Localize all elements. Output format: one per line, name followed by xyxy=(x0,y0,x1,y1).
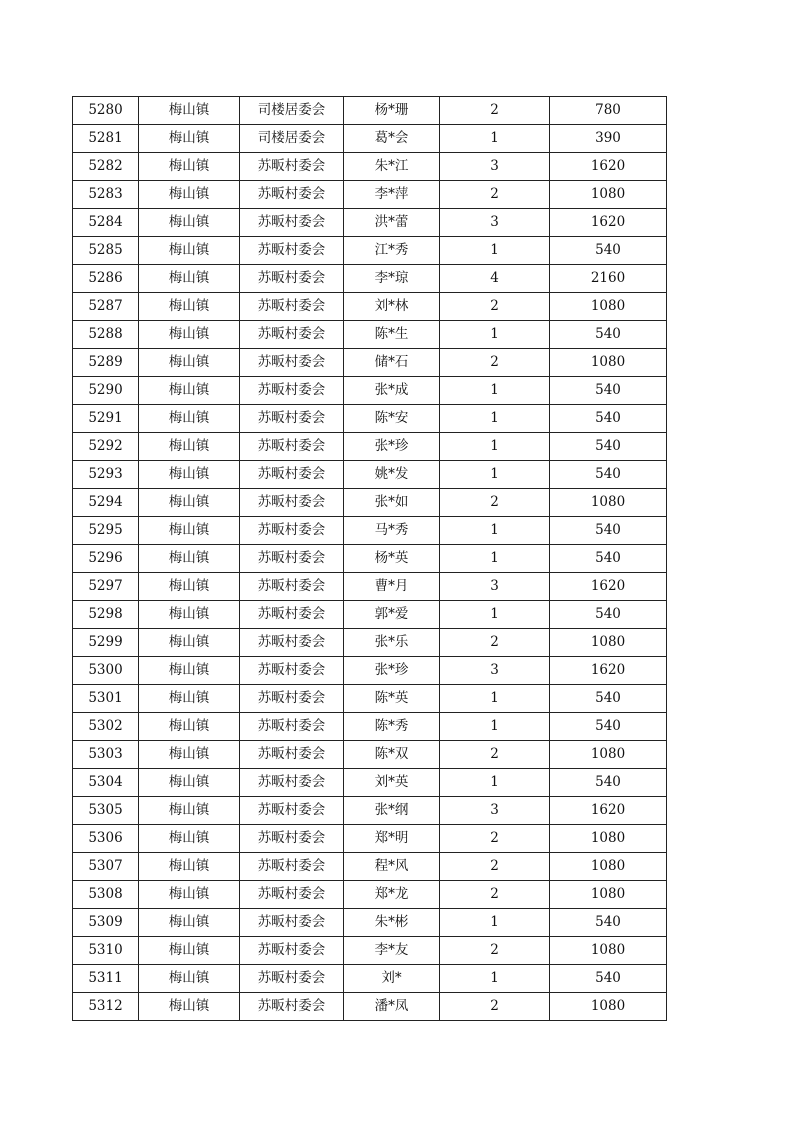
count-cell: 1 xyxy=(440,685,550,713)
count-cell: 3 xyxy=(440,573,550,601)
committee-cell: 苏畈村委会 xyxy=(240,181,344,209)
table-row xyxy=(73,769,667,797)
table-row xyxy=(73,965,667,993)
count-cell: 3 xyxy=(440,797,550,825)
count-cell: 2 xyxy=(440,741,550,769)
table-row xyxy=(73,657,667,685)
amount-cell: 780 xyxy=(550,97,667,125)
table-row xyxy=(73,881,667,909)
amount-cell: 1620 xyxy=(550,573,667,601)
serial-number-cell: 5280 xyxy=(73,97,139,125)
committee-cell: 苏畈村委会 xyxy=(240,349,344,377)
count-cell: 2 xyxy=(440,181,550,209)
amount-cell: 540 xyxy=(550,685,667,713)
name-cell: 李*琼 xyxy=(344,265,440,293)
town-cell: 梅山镇 xyxy=(139,125,240,153)
committee-cell: 苏畈村委会 xyxy=(240,237,344,265)
name-cell: 姚*发 xyxy=(344,461,440,489)
serial-number-cell: 5292 xyxy=(73,433,139,461)
table-row xyxy=(73,349,667,377)
town-cell: 梅山镇 xyxy=(139,237,240,265)
committee-cell: 苏畈村委会 xyxy=(240,405,344,433)
amount-cell: 540 xyxy=(550,965,667,993)
count-cell: 1 xyxy=(440,517,550,545)
table-row xyxy=(73,237,667,265)
serial-number-cell: 5296 xyxy=(73,545,139,573)
serial-number-cell: 5300 xyxy=(73,657,139,685)
committee-cell: 苏畈村委会 xyxy=(240,433,344,461)
count-cell: 1 xyxy=(440,965,550,993)
town-cell: 梅山镇 xyxy=(139,181,240,209)
committee-cell: 苏畈村委会 xyxy=(240,965,344,993)
committee-cell: 苏畈村委会 xyxy=(240,601,344,629)
town-cell: 梅山镇 xyxy=(139,713,240,741)
name-cell: 张*珍 xyxy=(344,433,440,461)
serial-number-cell: 5289 xyxy=(73,349,139,377)
table-row xyxy=(73,405,667,433)
name-cell: 李*友 xyxy=(344,937,440,965)
records-table xyxy=(72,96,667,1021)
committee-cell: 苏畈村委会 xyxy=(240,209,344,237)
count-cell: 2 xyxy=(440,937,550,965)
town-cell: 梅山镇 xyxy=(139,909,240,937)
serial-number-cell: 5290 xyxy=(73,377,139,405)
town-cell: 梅山镇 xyxy=(139,685,240,713)
committee-cell: 苏畈村委会 xyxy=(240,797,344,825)
name-cell: 郭*爱 xyxy=(344,601,440,629)
serial-number-cell: 5311 xyxy=(73,965,139,993)
table-row xyxy=(73,825,667,853)
town-cell: 梅山镇 xyxy=(139,937,240,965)
town-cell: 梅山镇 xyxy=(139,881,240,909)
serial-number-cell: 5299 xyxy=(73,629,139,657)
table-row xyxy=(73,545,667,573)
table-row xyxy=(73,153,667,181)
committee-cell: 苏畈村委会 xyxy=(240,629,344,657)
count-cell: 2 xyxy=(440,881,550,909)
serial-number-cell: 5304 xyxy=(73,769,139,797)
serial-number-cell: 5302 xyxy=(73,713,139,741)
serial-number-cell: 5291 xyxy=(73,405,139,433)
count-cell: 1 xyxy=(440,769,550,797)
count-cell: 4 xyxy=(440,265,550,293)
table-row xyxy=(73,97,667,125)
town-cell: 梅山镇 xyxy=(139,545,240,573)
amount-cell: 1080 xyxy=(550,993,667,1021)
committee-cell: 苏畈村委会 xyxy=(240,741,344,769)
name-cell: 杨*英 xyxy=(344,545,440,573)
count-cell: 3 xyxy=(440,153,550,181)
table-row xyxy=(73,909,667,937)
committee-cell: 苏畈村委会 xyxy=(240,517,344,545)
table-row xyxy=(73,937,667,965)
committee-cell: 苏畈村委会 xyxy=(240,293,344,321)
amount-cell: 1620 xyxy=(550,657,667,685)
town-cell: 梅山镇 xyxy=(139,965,240,993)
serial-number-cell: 5294 xyxy=(73,489,139,517)
serial-number-cell: 5293 xyxy=(73,461,139,489)
name-cell: 陈*英 xyxy=(344,685,440,713)
name-cell: 陈*生 xyxy=(344,321,440,349)
amount-cell: 1080 xyxy=(550,825,667,853)
count-cell: 1 xyxy=(440,377,550,405)
name-cell: 刘*英 xyxy=(344,769,440,797)
table-row xyxy=(73,461,667,489)
amount-cell: 540 xyxy=(550,713,667,741)
town-cell: 梅山镇 xyxy=(139,853,240,881)
amount-cell: 1080 xyxy=(550,629,667,657)
town-cell: 梅山镇 xyxy=(139,797,240,825)
committee-cell: 苏畈村委会 xyxy=(240,573,344,601)
serial-number-cell: 5305 xyxy=(73,797,139,825)
amount-cell: 390 xyxy=(550,125,667,153)
table-row xyxy=(73,293,667,321)
name-cell: 马*秀 xyxy=(344,517,440,545)
amount-cell: 1080 xyxy=(550,489,667,517)
table-row xyxy=(73,601,667,629)
committee-cell: 苏畈村委会 xyxy=(240,265,344,293)
table-row xyxy=(73,713,667,741)
town-cell: 梅山镇 xyxy=(139,629,240,657)
committee-cell: 苏畈村委会 xyxy=(240,657,344,685)
table-row xyxy=(73,433,667,461)
town-cell: 梅山镇 xyxy=(139,377,240,405)
committee-cell: 苏畈村委会 xyxy=(240,825,344,853)
table-row xyxy=(73,209,667,237)
count-cell: 1 xyxy=(440,321,550,349)
name-cell: 张*珍 xyxy=(344,657,440,685)
serial-number-cell: 5308 xyxy=(73,881,139,909)
town-cell: 梅山镇 xyxy=(139,97,240,125)
table-row xyxy=(73,489,667,517)
table-row xyxy=(73,993,667,1021)
serial-number-cell: 5288 xyxy=(73,321,139,349)
amount-cell: 1620 xyxy=(550,209,667,237)
committee-cell: 苏畈村委会 xyxy=(240,713,344,741)
amount-cell: 540 xyxy=(550,377,667,405)
amount-cell: 1080 xyxy=(550,853,667,881)
count-cell: 1 xyxy=(440,237,550,265)
amount-cell: 540 xyxy=(550,237,667,265)
amount-cell: 2160 xyxy=(550,265,667,293)
serial-number-cell: 5285 xyxy=(73,237,139,265)
committee-cell: 苏畈村委会 xyxy=(240,937,344,965)
serial-number-cell: 5310 xyxy=(73,937,139,965)
town-cell: 梅山镇 xyxy=(139,769,240,797)
name-cell: 张*成 xyxy=(344,377,440,405)
amount-cell: 1620 xyxy=(550,797,667,825)
committee-cell: 苏畈村委会 xyxy=(240,769,344,797)
count-cell: 1 xyxy=(440,601,550,629)
committee-cell: 苏畈村委会 xyxy=(240,153,344,181)
table-row xyxy=(73,741,667,769)
table-row xyxy=(73,265,667,293)
amount-cell: 540 xyxy=(550,909,667,937)
name-cell: 郑*明 xyxy=(344,825,440,853)
name-cell: 杨*珊 xyxy=(344,97,440,125)
committee-cell: 苏畈村委会 xyxy=(240,853,344,881)
town-cell: 梅山镇 xyxy=(139,265,240,293)
name-cell: 陈*安 xyxy=(344,405,440,433)
serial-number-cell: 5301 xyxy=(73,685,139,713)
count-cell: 1 xyxy=(440,545,550,573)
committee-cell: 苏畈村委会 xyxy=(240,909,344,937)
name-cell: 葛*会 xyxy=(344,125,440,153)
committee-cell: 苏畈村委会 xyxy=(240,321,344,349)
town-cell: 梅山镇 xyxy=(139,489,240,517)
table-row xyxy=(73,377,667,405)
town-cell: 梅山镇 xyxy=(139,293,240,321)
name-cell: 曹*月 xyxy=(344,573,440,601)
name-cell: 张*纲 xyxy=(344,797,440,825)
name-cell: 李*萍 xyxy=(344,181,440,209)
amount-cell: 1080 xyxy=(550,937,667,965)
committee-cell: 司楼居委会 xyxy=(240,125,344,153)
count-cell: 2 xyxy=(440,489,550,517)
count-cell: 1 xyxy=(440,909,550,937)
name-cell: 洪*蕾 xyxy=(344,209,440,237)
amount-cell: 540 xyxy=(550,433,667,461)
name-cell: 朱*彬 xyxy=(344,909,440,937)
amount-cell: 1080 xyxy=(550,349,667,377)
table-row xyxy=(73,685,667,713)
town-cell: 梅山镇 xyxy=(139,741,240,769)
count-cell: 2 xyxy=(440,629,550,657)
town-cell: 梅山镇 xyxy=(139,825,240,853)
count-cell: 3 xyxy=(440,657,550,685)
town-cell: 梅山镇 xyxy=(139,433,240,461)
count-cell: 1 xyxy=(440,433,550,461)
records-table-body xyxy=(73,97,667,1021)
amount-cell: 1620 xyxy=(550,153,667,181)
committee-cell: 司楼居委会 xyxy=(240,97,344,125)
serial-number-cell: 5287 xyxy=(73,293,139,321)
serial-number-cell: 5283 xyxy=(73,181,139,209)
committee-cell: 苏畈村委会 xyxy=(240,685,344,713)
count-cell: 1 xyxy=(440,461,550,489)
name-cell: 刘*林 xyxy=(344,293,440,321)
table-row xyxy=(73,181,667,209)
town-cell: 梅山镇 xyxy=(139,405,240,433)
amount-cell: 540 xyxy=(550,601,667,629)
town-cell: 梅山镇 xyxy=(139,321,240,349)
count-cell: 2 xyxy=(440,349,550,377)
name-cell: 江*秀 xyxy=(344,237,440,265)
table-row xyxy=(73,517,667,545)
town-cell: 梅山镇 xyxy=(139,657,240,685)
count-cell: 1 xyxy=(440,125,550,153)
town-cell: 梅山镇 xyxy=(139,349,240,377)
count-cell: 1 xyxy=(440,405,550,433)
table-row xyxy=(73,797,667,825)
town-cell: 梅山镇 xyxy=(139,209,240,237)
table-row xyxy=(73,573,667,601)
town-cell: 梅山镇 xyxy=(139,573,240,601)
committee-cell: 苏畈村委会 xyxy=(240,461,344,489)
count-cell: 3 xyxy=(440,209,550,237)
name-cell: 程*风 xyxy=(344,853,440,881)
serial-number-cell: 5295 xyxy=(73,517,139,545)
amount-cell: 1080 xyxy=(550,881,667,909)
table-row xyxy=(73,853,667,881)
town-cell: 梅山镇 xyxy=(139,153,240,181)
amount-cell: 540 xyxy=(550,461,667,489)
name-cell: 朱*江 xyxy=(344,153,440,181)
count-cell: 2 xyxy=(440,853,550,881)
count-cell: 1 xyxy=(440,713,550,741)
count-cell: 2 xyxy=(440,825,550,853)
table-row xyxy=(73,321,667,349)
name-cell: 张*如 xyxy=(344,489,440,517)
serial-number-cell: 5303 xyxy=(73,741,139,769)
count-cell: 2 xyxy=(440,293,550,321)
amount-cell: 540 xyxy=(550,545,667,573)
town-cell: 梅山镇 xyxy=(139,993,240,1021)
committee-cell: 苏畈村委会 xyxy=(240,545,344,573)
amount-cell: 1080 xyxy=(550,741,667,769)
serial-number-cell: 5281 xyxy=(73,125,139,153)
committee-cell: 苏畈村委会 xyxy=(240,377,344,405)
amount-cell: 540 xyxy=(550,769,667,797)
serial-number-cell: 5298 xyxy=(73,601,139,629)
name-cell: 陈*秀 xyxy=(344,713,440,741)
amount-cell: 1080 xyxy=(550,293,667,321)
serial-number-cell: 5297 xyxy=(73,573,139,601)
serial-number-cell: 5284 xyxy=(73,209,139,237)
name-cell: 陈*双 xyxy=(344,741,440,769)
serial-number-cell: 5282 xyxy=(73,153,139,181)
amount-cell: 1080 xyxy=(550,181,667,209)
amount-cell: 540 xyxy=(550,405,667,433)
serial-number-cell: 5306 xyxy=(73,825,139,853)
serial-number-cell: 5309 xyxy=(73,909,139,937)
name-cell: 潘*凤 xyxy=(344,993,440,1021)
amount-cell: 540 xyxy=(550,321,667,349)
serial-number-cell: 5312 xyxy=(73,993,139,1021)
name-cell: 储*石 xyxy=(344,349,440,377)
count-cell: 2 xyxy=(440,97,550,125)
committee-cell: 苏畈村委会 xyxy=(240,881,344,909)
town-cell: 梅山镇 xyxy=(139,461,240,489)
committee-cell: 苏畈村委会 xyxy=(240,993,344,1021)
count-cell: 2 xyxy=(440,993,550,1021)
town-cell: 梅山镇 xyxy=(139,601,240,629)
table-row xyxy=(73,629,667,657)
name-cell: 刘* xyxy=(344,965,440,993)
name-cell: 郑*龙 xyxy=(344,881,440,909)
name-cell: 张*乐 xyxy=(344,629,440,657)
serial-number-cell: 5307 xyxy=(73,853,139,881)
committee-cell: 苏畈村委会 xyxy=(240,489,344,517)
amount-cell: 540 xyxy=(550,517,667,545)
serial-number-cell: 5286 xyxy=(73,265,139,293)
table-row xyxy=(73,125,667,153)
town-cell: 梅山镇 xyxy=(139,517,240,545)
